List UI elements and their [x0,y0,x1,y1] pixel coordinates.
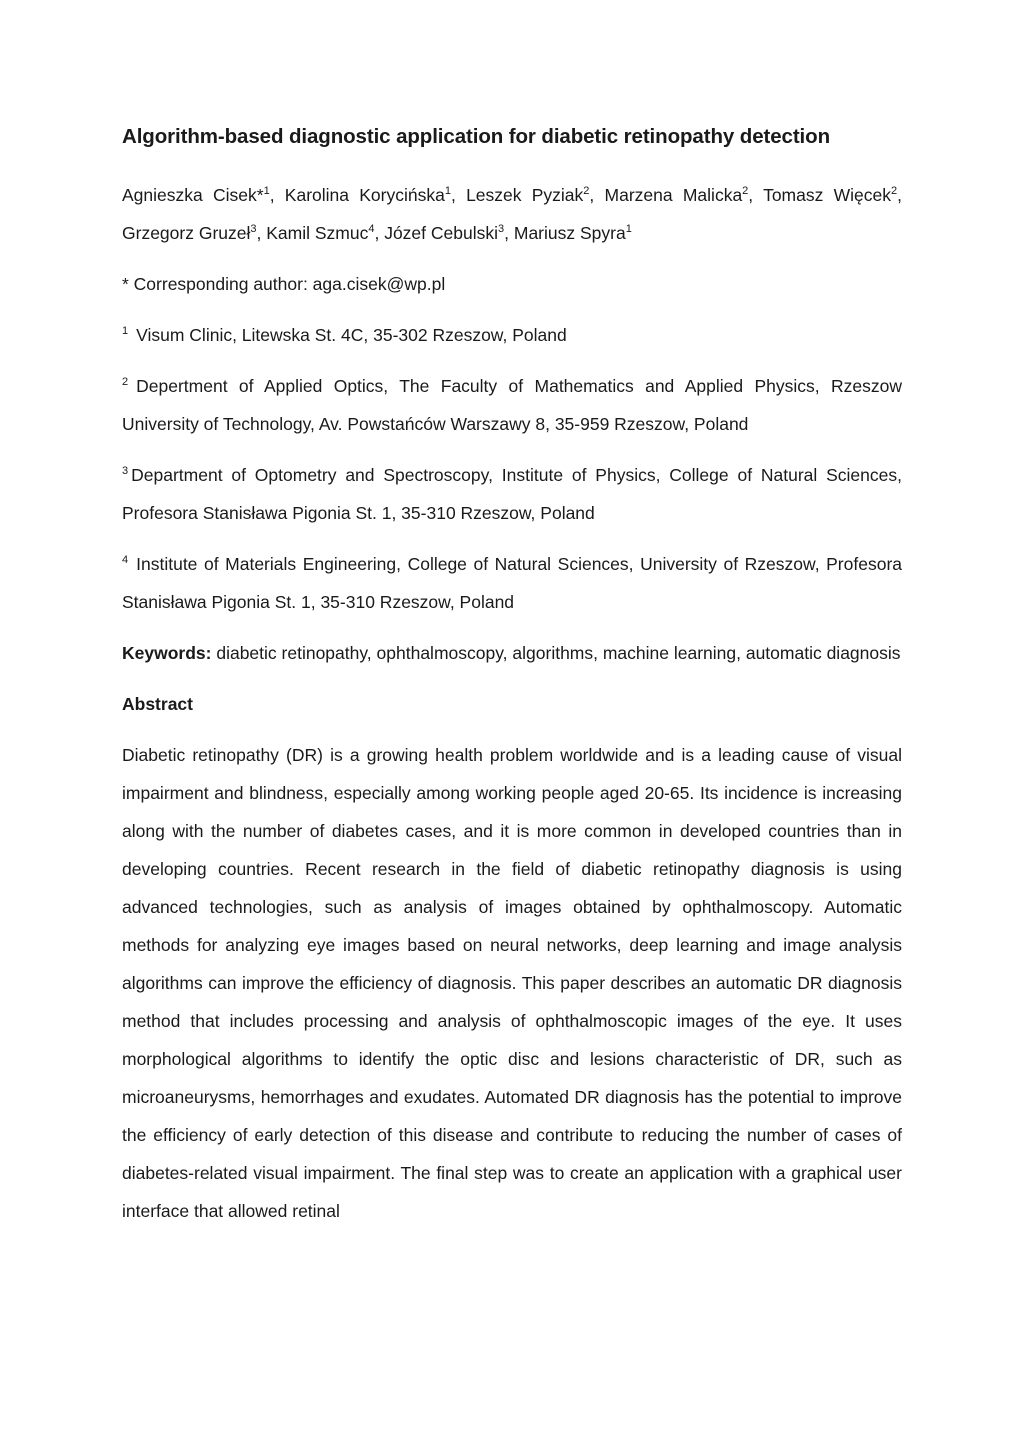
affiliation [122,367,902,443]
keywords [122,634,902,672]
author: Kamil Szmuc$^4$ [266,223,375,243]
affiliation-number: 2 [122,376,129,389]
affiliation-text: Institute of Materials Engineering, College of Natural Sciences, University of Rzeszow, Profesora Stanisława Pigonia St. 1, 35-310 Rzeszow, Poland [122,554,902,612]
affiliation-text: Depertment of Applied Optics, The Faculty of Mathematics and Applied Physics, Rzeszow University of Technology, Av. Powstańców Warszawy 8, 35-959 Rzeszow, Poland [122,376,902,434]
affiliation [122,545,902,621]
author: Mariusz Spyra$^1$ [513,223,632,243]
abstract-heading: Abstract [122,694,193,714]
author: Marzena Malicka$^2$ [604,185,749,205]
author: Karolina Korycińska$^1$ [284,185,451,205]
author: Józef Cebulski$^3$ [384,223,505,243]
paper-page [122,118,902,1230]
author: Grzegorz Gruzeł$^3$ [122,223,257,243]
author: Tomasz Więcek$^2$ [763,185,898,205]
affiliation-text: Visum Clinic, Litewska St. 4C, 35-302 Rzeszow, Poland [136,325,567,345]
author: Agnieszka Cisek*$^1$ [122,185,270,205]
keywords-text: diabetic retinopathy, ophthalmoscopy, algorithms, machine learning, automatic diagnosis [216,643,901,663]
affiliation-number: 1 [122,325,129,338]
paper-title: Algorithm-based diagnostic application for diabetic retinopathy detection [122,125,830,148]
affiliation-number: 4 [122,554,129,567]
abstract-text: Diabetic retinopathy (DR) is a growing health problem worldwide and is a leading cause of visual impairment and blindness, especially among working people aged 20-65. Its incidence is increasing along with the number of diabetes cases, and it is more common in developed countries than in developing countries. Recent research in the field of diabetic retinopathy diagnosis is using advanced technologies, such as analysis of images obtained by ophthalmoscopy. Automatic methods for analyzing eye images based on neural networks, deep learning and image analysis algorithms can improve the efficiency of diagnosis. This paper describes an automatic DR diagnosis method that includes processing and analysis of ophthalmoscopic images of the eye. It uses morphological algorithms to identify the optic disc and lesions characteristic of DR, such as microaneurysms, hemorrhages and exudates. Automated DR diagnosis has the potential to improve the efficiency of early detection of this disease and contribute to reducing the number of cases of diabetes-related visual impairment. The final step was to create an application with a graphical user interface that allowed retinal [122,745,902,1221]
affiliation-number: 3 [122,465,129,478]
author-list: Agnieszka Cisek*$^1$, Karolina Korycińska$^1$, Leszek Pyziak$^2$, Marzena Malicka$^2$, Tomasz Więcek$^2$, Grzegorz Gruzeł$^3$, Kamil Szmuc$^4$, Józef Cebulski$^3$, Mariusz Spyra$^1$ [122,185,902,243]
affiliation-text: Department of Optometry and Spectroscopy, Institute of Physics, College of Natural Sciences, Profesora Stanisława Pigonia St. 1, 35-310 Rzeszow, Poland [122,465,902,523]
keywords-label: Keywords: [122,643,212,663]
affiliation [122,316,902,354]
author: Leszek Pyziak$^2$ [466,185,590,205]
corresponding-author: * Corresponding author: aga.cisek@wp.pl [122,274,446,294]
affiliation [122,456,902,532]
